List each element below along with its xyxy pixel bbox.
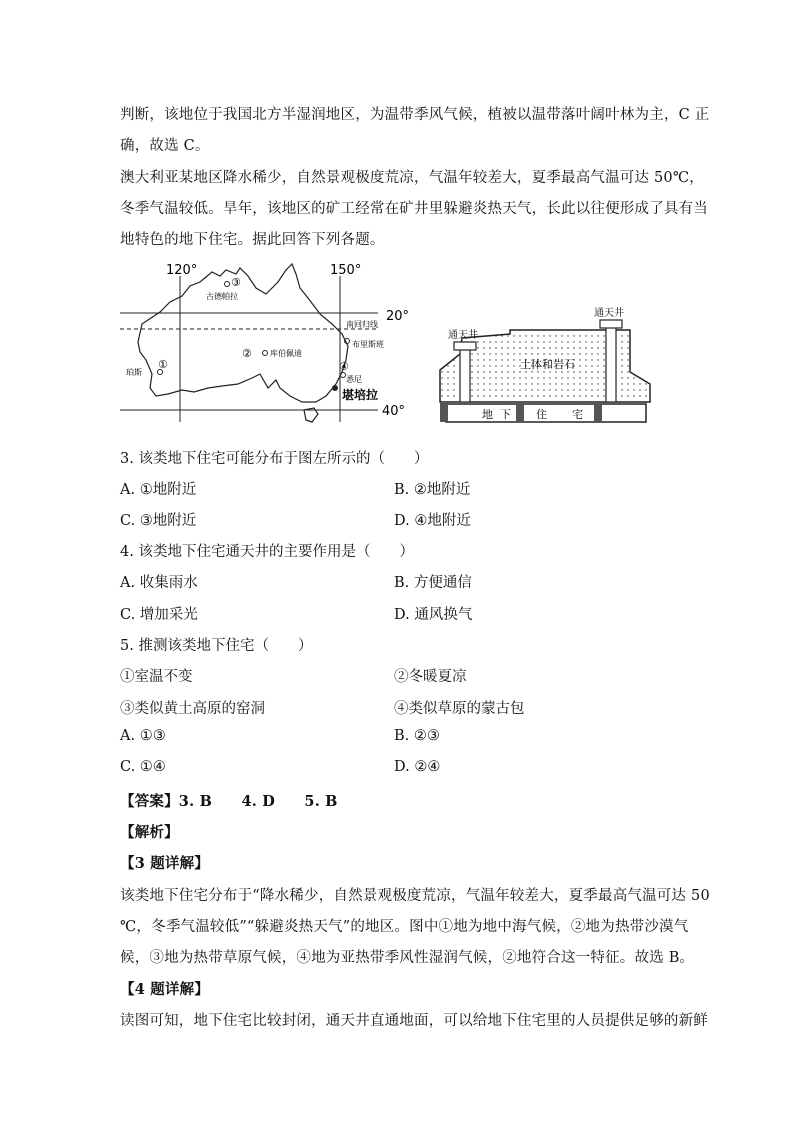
detail-3-line-1: 该类地下住宅分布于“降水稀少，自然景观极度荒凉，气温年较差大，夏季最高气温可达 50 xyxy=(120,888,710,904)
australia-outline xyxy=(138,264,348,402)
city-dot-sydney xyxy=(341,373,346,378)
map-marker-4: ④ xyxy=(339,360,349,373)
intro-line-1: 判断，该地位于我国北方半湿润地区，为温带季风气候，植被以温带落叶阔叶林为主，C 正 xyxy=(120,107,710,123)
detail-4-label: 【4 题详解】 xyxy=(120,981,210,998)
q3-option-a: A. ①地附近 xyxy=(120,482,197,498)
pillar-left xyxy=(440,402,448,422)
pillar-right xyxy=(594,402,602,422)
detail-4-line-1: 读图可知，地下住宅比较封闭，通天井直通地面，可以给地下住宅里的人员提供足够的新鲜 xyxy=(120,1013,708,1029)
map-city-perth: 珀斯 xyxy=(126,368,142,377)
q5-statement-3: ③类似黄土高原的窑洞 xyxy=(120,701,265,717)
map-lon-left: 120° xyxy=(166,263,198,278)
intro-line-3: 澳大利亚某地区降水稀少，自然景观极度荒凉，气温年较差大，夏季最高气温可达 50℃， xyxy=(120,170,704,186)
map-marker-1: ① xyxy=(158,358,168,371)
shaft-right-cap xyxy=(600,320,622,328)
q4-option-b: B. 方便通信 xyxy=(394,575,472,591)
section-shaft-left-label: 通天井 xyxy=(448,330,478,341)
shaft-left xyxy=(460,348,470,402)
section-house-char-1: 地 xyxy=(482,408,493,421)
q5-option-d: D. ②④ xyxy=(394,759,441,775)
intro-line-4: 冬季气温较低。旱年，该地区的矿工经常在矿井里躲避炎热天气，长此以往便形成了具有当 xyxy=(120,201,708,217)
section-house-char-4: 宅 xyxy=(572,408,583,421)
q3-option-c: C. ③地附近 xyxy=(120,513,197,529)
pillar-mid xyxy=(516,402,524,422)
map-city-kubopeidi: 库伯佩迪 xyxy=(270,349,302,358)
section-soil-label: 土体和岩石 xyxy=(520,358,575,371)
section-house-char-2: 下 xyxy=(500,408,511,421)
shaft-left-cap xyxy=(454,342,476,350)
city-dot-gudepala xyxy=(225,282,230,287)
question-5-stem: 5. 推测该类地下住宅（ ） xyxy=(120,638,313,654)
detail-3-line-3: 候，③地为热带草原气候，④地为亚热带季风性湿润气候，②地符合这一特征。故选 B。 xyxy=(120,950,695,966)
q5-statement-2: ②冬暖夏凉 xyxy=(394,669,467,685)
map-marker-3: ③ xyxy=(231,276,241,289)
map-city-sydney: 悉尼 xyxy=(346,375,362,384)
map-lon-right: 150° xyxy=(330,263,362,278)
q4-option-a: A. 收集雨水 xyxy=(120,575,198,591)
detail-3-label: 【3 题详解】 xyxy=(120,855,210,872)
detail-3-line-2: ℃，冬季气温较低”“躲避炎热天气”的地区。图中①地为地中海气候，②地为热带沙漠气 xyxy=(120,919,689,935)
map-tropic-label: 南回归线 xyxy=(346,320,378,329)
q3-option-d: D. ④地附近 xyxy=(394,513,471,529)
section-house-char-3: 住 xyxy=(536,408,547,421)
intro-line-2: 确，故选 C。 xyxy=(120,138,210,154)
q5-option-c: C. ①④ xyxy=(120,759,166,775)
map-lat-top: 20° xyxy=(386,309,410,324)
q5-statement-1: ①室温不变 xyxy=(120,669,193,685)
map-city-gudepala: 古德帕拉 xyxy=(206,292,238,301)
analysis-label: 【解析】 xyxy=(120,824,179,841)
shaft-right xyxy=(606,326,616,402)
q5-option-a: A. ①③ xyxy=(120,728,166,744)
question-4-stem: 4. 该类地下住宅通天井的主要作用是（ ） xyxy=(120,544,414,560)
section-diagram xyxy=(440,306,650,422)
map-lat-bottom: 40° xyxy=(382,404,406,419)
city-dot-canberra xyxy=(332,385,338,391)
map-city-brisbane: 布里斯班 xyxy=(352,340,384,349)
australia-map xyxy=(120,263,409,422)
q3-option-b: B. ②地附近 xyxy=(394,482,471,498)
map-marker-2: ② xyxy=(242,347,252,360)
q4-option-c: C. 增加采光 xyxy=(120,607,198,623)
section-shaft-right-label: 通天井 xyxy=(594,308,624,319)
city-dot-kubopeidi xyxy=(263,351,268,356)
figure-svg xyxy=(110,262,670,432)
question-3-stem: 3. 该类地下住宅可能分布于图左所示的（ ） xyxy=(120,451,429,467)
q4-option-d: D. 通风换气 xyxy=(394,607,473,623)
q5-statement-4: ④类似草原的蒙古包 xyxy=(394,701,525,717)
q5-option-b: B. ②③ xyxy=(394,728,440,744)
intro-line-5: 地特色的地下住宅。据此回答下列各题。 xyxy=(120,232,385,248)
answer-line: 【答案】3. B 4. D 5. B xyxy=(120,793,338,810)
map-city-canberra: 堪培拉 xyxy=(342,388,379,402)
figure xyxy=(110,262,670,432)
